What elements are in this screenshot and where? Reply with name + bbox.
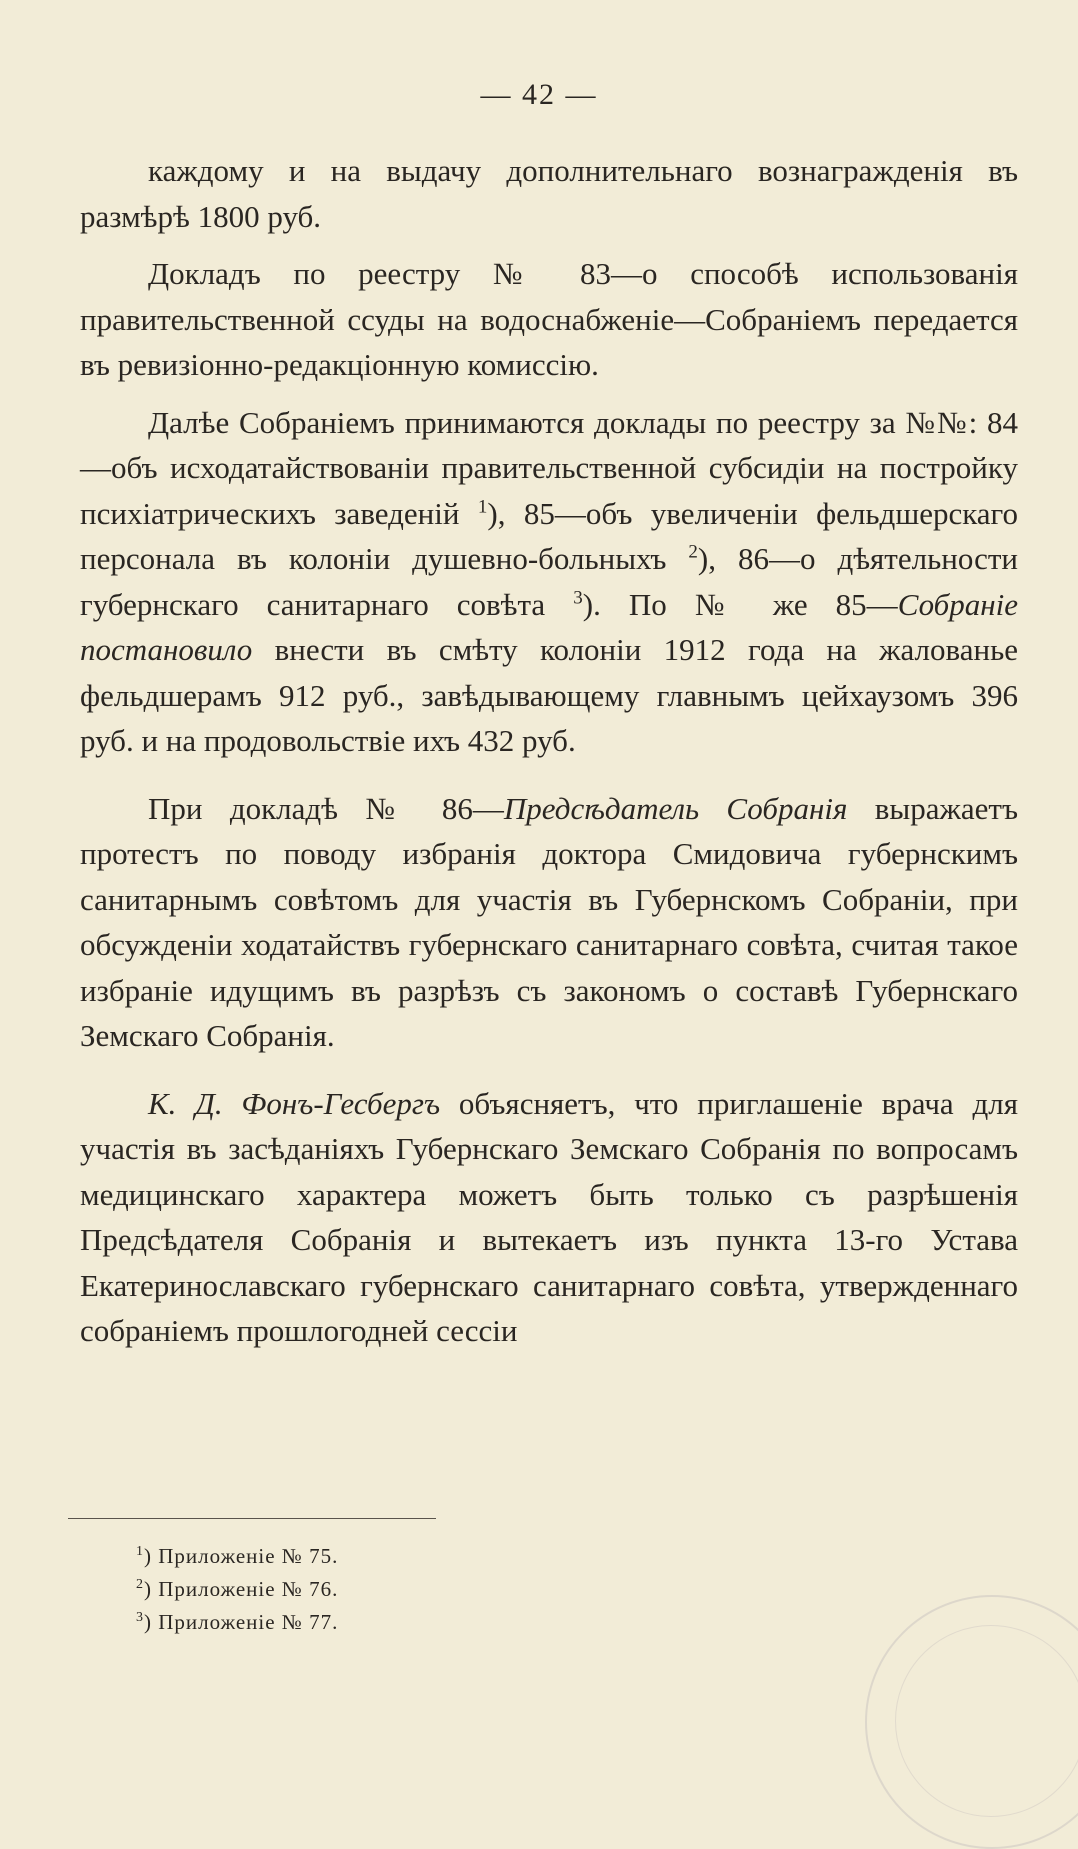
- footnote-reference: 3: [573, 587, 583, 609]
- footnote-divider: [68, 1518, 436, 1519]
- italic-run: Собраніе постановило: [80, 586, 1019, 667]
- italic-run: Предсѣдатель Собранія: [503, 790, 848, 826]
- paragraph-1: [80, 148, 1018, 239]
- footnote-3: $^3$) Приложеніе № 77.: [136, 1610, 339, 1634]
- body-text: [80, 148, 1018, 1354]
- footnote-text: Приложеніе № 77.: [158, 1610, 339, 1634]
- text-run: выражаетъ протестъ по поводу избранія доктора Смидовича губернскимъ санитарнымъ совѣтомъ для участія въ Губернскомъ Собраніи, при обсужденіи ходатайствъ губернскаго санитарнаго совѣта, считая такое избраніе идущимъ въ разрѣзъ съ закономъ о составѣ Губернскаго Земскаго Собранія.: [80, 790, 1018, 1053]
- footnote-mark: 1: [136, 1544, 144, 1559]
- footnote-text: Приложеніе № 76.: [158, 1577, 339, 1601]
- library-stamp-inner-ring: [895, 1625, 1078, 1817]
- paragraph-5: [80, 1081, 1018, 1354]
- text-run: Далѣе Собраніемъ принимаются доклады по реестру за №№: 84—объ исходатайствованіи правительственной субсидіи на постройку психіатрическихъ заведеній: [80, 404, 1018, 531]
- text-run: , 85—объ увеличеніи фельдшерскаго персонала въ колоніи душевно-больныхъ: [80, 495, 1019, 576]
- text-run: объясняетъ, что приглашеніе врача для участія въ засѣданіяхъ Губернскаго Земскаго Собранія по вопросамъ медицинскаго характера можетъ быть только съ разрѣшенія Предсѣдателя Собранія и вытекаетъ изъ пункта 13-го Устава Екатеринославскаго губернскаго санитарнаго совѣта, утвержденнаго собраніемъ прошлогодней сессіи: [80, 1085, 1018, 1348]
- text-run: . По № же 85—: [593, 586, 898, 622]
- footnotes: [136, 1540, 338, 1639]
- footnote-mark: 3: [136, 1610, 144, 1625]
- footnote-text: Приложеніе № 75.: [158, 1544, 339, 1568]
- footnote-reference: 1: [477, 496, 488, 518]
- page-number: — 42 —: [480, 78, 598, 111]
- italic-run: К. Д. Фонъ-Гесбергъ: [148, 1085, 441, 1121]
- text-run: При докладѣ № 86—: [148, 790, 504, 826]
- footnote-2: $^2$) Приложеніе № 76.: [136, 1577, 339, 1601]
- footnote-mark: 2: [136, 1577, 144, 1592]
- text-run: каждому и на выдачу дополнительнаго вознагражденія въ размѣрѣ 1800 руб.: [80, 153, 1018, 234]
- text-run: , 86—о дѣятельности губернскаго санитарнаго совѣта: [80, 541, 1018, 622]
- paragraph-4: [80, 786, 1018, 1059]
- footnote-reference: 2: [688, 541, 698, 563]
- text-run: внести въ смѣту колоніи 1912 года на жалованье фельдшерамъ 912 руб., завѣдывающему главнымъ цейхаузомъ 396 руб. и на продовольствіе ихъ 432 руб.: [80, 632, 1018, 758]
- text-run: Докладъ по реестру № 83—о способѣ использованія правительственной ссуды на водоснабженіе—Собраніемъ передается въ ревизіонно-редакціонную комиссію.: [80, 256, 1018, 382]
- paragraph-2: [80, 251, 1018, 388]
- footnote-1: $^1$) Приложеніе № 75.: [136, 1544, 339, 1568]
- paragraph-3: Далѣе Собраніемъ принимаются доклады по реестру за №№: 84—объ исходатайствованіи правительственной субсидіи на постройку психіатрическихъ заведеній $^1$), 85—объ увеличеніи фельдшерскаго персонала въ колоніи душевно-больныхъ $^2$), 86—о дѣятельности губернскаго санитарнаго совѣта $^3$). По № же 85—Собраніе постановило внести въ смѣту колоніи 1912 года на жалованье фельдшерамъ 912 руб., завѣдывающему главнымъ цейхаузомъ 396 руб. и на продовольствіе ихъ 432 руб.: [80, 404, 1019, 758]
